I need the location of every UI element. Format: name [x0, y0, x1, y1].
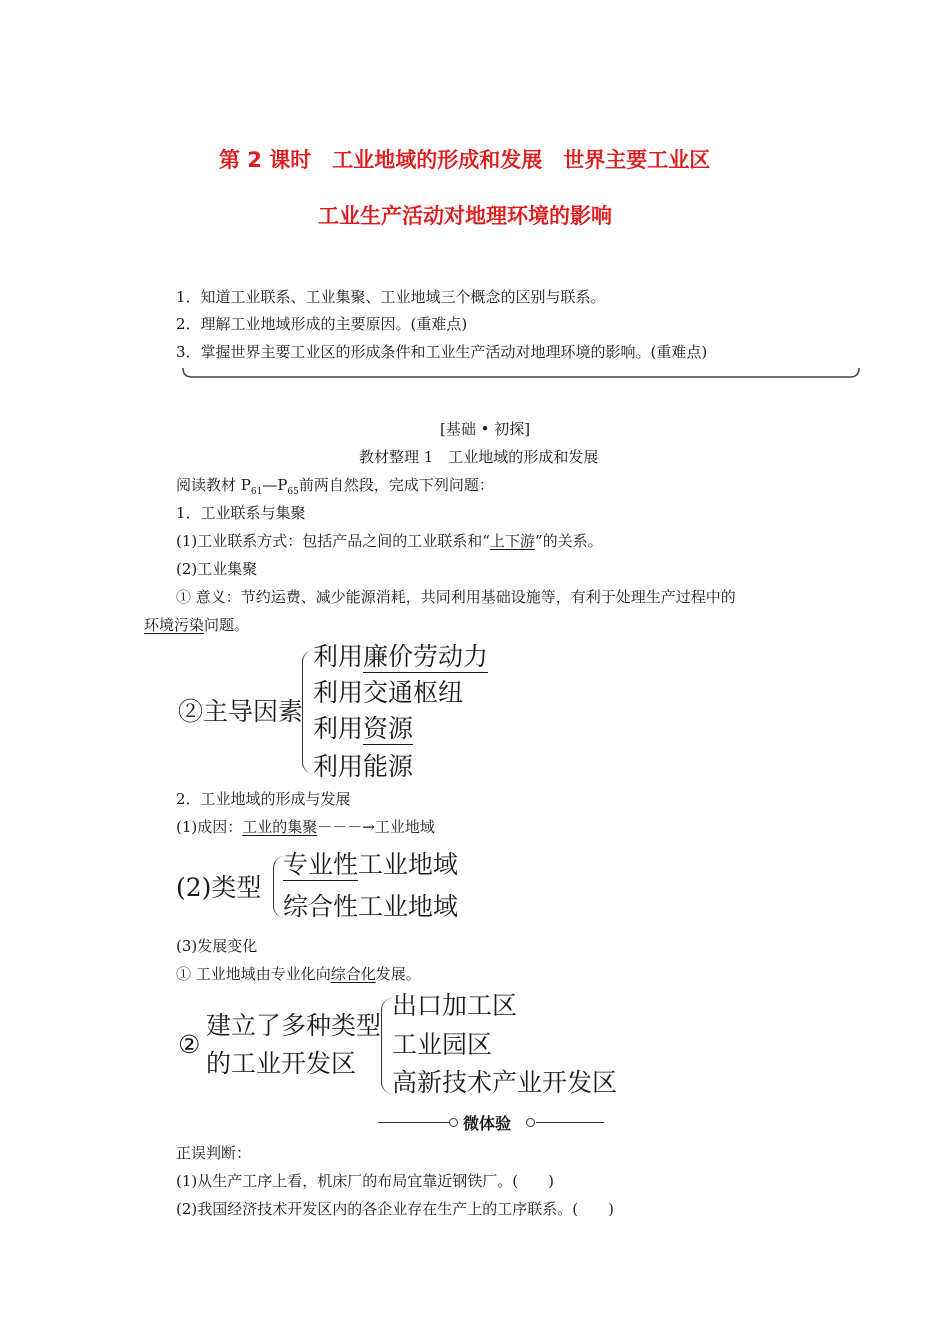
- factor-item: 利用交通枢纽: [313, 678, 464, 707]
- factor-item: 利用廉价劳动力: [313, 642, 489, 671]
- answer-comprehensive: 综合化: [330, 965, 376, 983]
- paragraph-cause: (1)成因：工业的集聚－－－→工业地域: [176, 818, 435, 836]
- objectives-bracket: [180, 366, 865, 386]
- paragraph-meaning-cont: 环境污染问题。: [144, 616, 250, 634]
- question-1: (1)从生产工序上看，机床厂的布局宜靠近钢铁厂。( ): [176, 1172, 554, 1190]
- mini-divider-left: [378, 1122, 450, 1123]
- answer-upstream: 上下游: [489, 532, 535, 550]
- heading-1: 1．工业联系与集聚: [176, 504, 306, 522]
- answer-pollution: 环境污染: [144, 616, 205, 634]
- mini-divider-right: [536, 1122, 604, 1123]
- zone-item: 出口加工区: [392, 991, 518, 1020]
- zone-item: 高新技术产业开发区: [392, 1068, 618, 1097]
- paragraph-meaning: ① 意义：节约运费、减少能源消耗，共同利用基础设施等，有利于处理生产过程中的: [176, 588, 736, 606]
- types-label: (2)类型: [176, 873, 262, 902]
- paragraph-linkage: (1)工业联系方式：包括产品之间的工业联系和“上下游”的关系。: [176, 532, 603, 550]
- zone-item: 工业园区: [392, 1030, 493, 1059]
- factor-item: 利用能源: [313, 752, 414, 781]
- section-tag: [基础 • 初探]: [440, 420, 531, 438]
- page-title-line1: 第 2 课时 工业地域的形成和发展 世界主要工业区: [219, 148, 711, 172]
- objective-1: 1．知道工业联系、工业集聚、工业地域三个概念的区别与联系。: [176, 288, 606, 306]
- zones-label-1: 建立了多种类型: [206, 1011, 382, 1040]
- mini-title: 微体验: [463, 1114, 512, 1133]
- type-item: 综合性工业地域: [283, 892, 459, 921]
- objective-3: 3．掌握世界主要工业区的形成条件和工业生产活动对地理环境的影响。(重难点): [176, 343, 708, 361]
- section-heading: 教材整理 1 工业地域的形成和发展: [359, 448, 599, 466]
- paragraph-development-1: ① 工业地域由专业化向综合化发展。: [176, 965, 421, 983]
- mini-divider-dot-right: [526, 1118, 535, 1127]
- mini-divider-dot-left: [449, 1118, 458, 1127]
- zones-circle: ②: [178, 1030, 201, 1059]
- question-2: (2)我国经济技术开发区内的各企业存在生产上的工序联系。( ): [176, 1200, 614, 1218]
- factor-item: 利用资源: [313, 714, 414, 743]
- page-title-line2: 工业生产活动对地理环境的影响: [318, 204, 612, 228]
- objective-2: 2．理解工业地域形成的主要原因。(重难点): [176, 315, 468, 333]
- intro-line: 阅读教材 $P_{61}—P_{65}$前两自然段，完成下列问题：: [176, 476, 494, 497]
- heading-2: 2．工业地域的形成与发展: [176, 790, 351, 808]
- judge-heading: 正误判断：: [176, 1144, 252, 1162]
- type-item: 专业性工业地域: [283, 850, 459, 879]
- zones-label-2: 的工业开发区: [206, 1049, 357, 1078]
- paragraph-development: (3)发展变化: [176, 937, 258, 955]
- answer-cause: 工业的集聚: [242, 818, 318, 836]
- factors-label: ②主导因素: [178, 697, 304, 726]
- paragraph-agglomeration: (2)工业集聚: [176, 560, 258, 578]
